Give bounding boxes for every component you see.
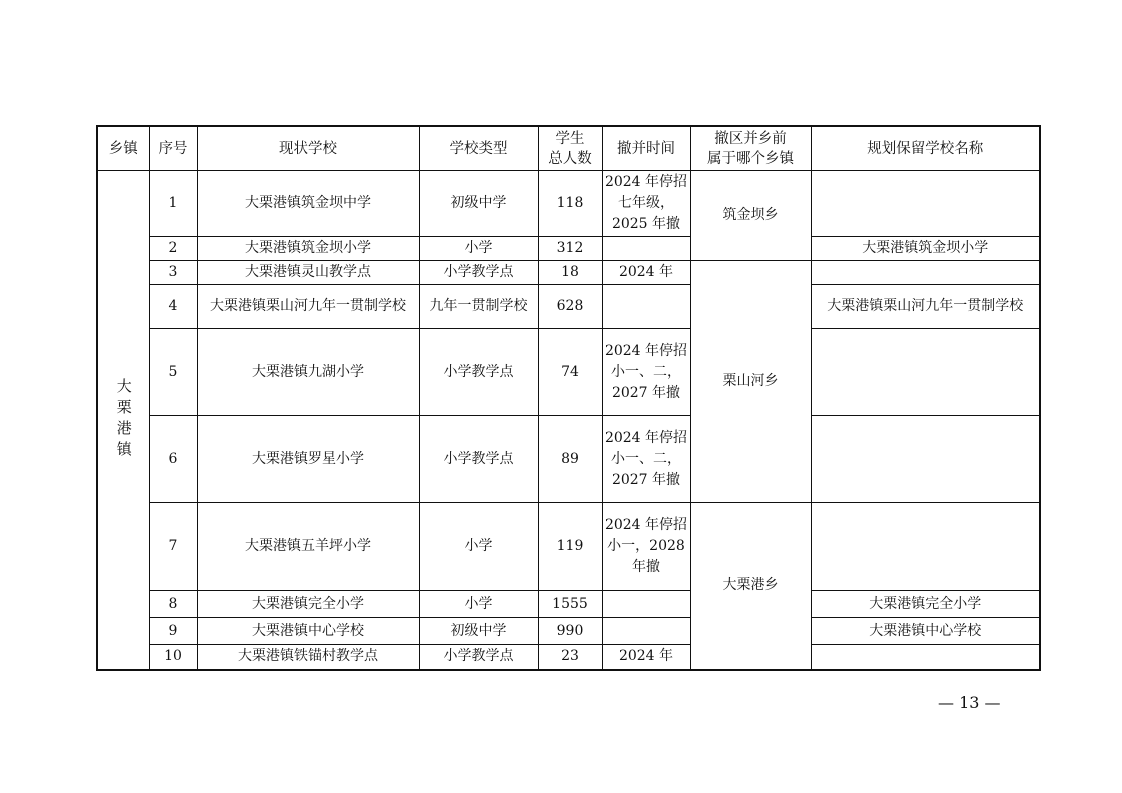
students-cell: 312 xyxy=(538,237,602,261)
merge-time-cell: 2024 年停招小一、二，2027 年撤 xyxy=(602,329,690,416)
retained-school-cell: 大栗港镇中心学校 xyxy=(811,618,1040,645)
seq-no-cell: 10 xyxy=(149,645,197,670)
students-cell: 119 xyxy=(538,503,602,591)
seq-no-cell: 5 xyxy=(149,329,197,416)
school-merger-table xyxy=(96,125,1041,671)
students-cell: 118 xyxy=(538,171,602,237)
retained-school-cell xyxy=(811,416,1040,503)
merge-time-cell: 2024 年 xyxy=(602,261,690,285)
retained-school-cell xyxy=(811,503,1040,591)
retained-school-cell xyxy=(811,261,1040,285)
former-township-cell: 栗山河乡 xyxy=(690,261,811,503)
table-row xyxy=(97,171,1040,237)
school-type-cell: 小学教学点 xyxy=(419,261,538,285)
school-type-cell: 小学教学点 xyxy=(419,329,538,416)
header-row xyxy=(97,126,1040,171)
header-merge-time: 撤并时间 xyxy=(602,126,690,171)
students-cell: 18 xyxy=(538,261,602,285)
township-cell xyxy=(97,171,149,670)
school-type-cell: 小学 xyxy=(419,503,538,591)
merge-time-cell xyxy=(602,237,690,261)
school-name-cell: 大栗港镇中心学校 xyxy=(197,618,419,645)
table-row xyxy=(97,329,1040,416)
table-row xyxy=(97,261,1040,285)
school-name-cell: 大栗港镇五羊坪小学 xyxy=(197,503,419,591)
school-type-cell: 小学教学点 xyxy=(419,645,538,670)
table-row xyxy=(97,285,1040,329)
table-row xyxy=(97,416,1040,503)
merge-time-cell xyxy=(602,618,690,645)
retained-school-cell: 大栗港镇筑金坝小学 xyxy=(811,237,1040,261)
merge-time-cell: 2024 年停招小一、二，2027 年撤 xyxy=(602,416,690,503)
school-name-cell: 大栗港镇筑金坝小学 xyxy=(197,237,419,261)
students-cell: 1555 xyxy=(538,591,602,618)
table-row xyxy=(97,645,1040,670)
school-type-cell: 初级中学 xyxy=(419,171,538,237)
students-cell: 628 xyxy=(538,285,602,329)
merge-time-cell: 2024 年 xyxy=(602,645,690,670)
school-name-cell: 大栗港镇罗星小学 xyxy=(197,416,419,503)
table-row xyxy=(97,503,1040,591)
school-type-cell: 小学 xyxy=(419,237,538,261)
school-name-cell: 大栗港镇灵山教学点 xyxy=(197,261,419,285)
seq-no-cell: 1 xyxy=(149,171,197,237)
header-current-school: 现状学校 xyxy=(197,126,419,171)
table-row xyxy=(97,237,1040,261)
page-number: — 13 — xyxy=(938,693,1001,712)
header-retained-school: 规划保留学校名称 xyxy=(811,126,1040,171)
header-seq-no: 序号 xyxy=(149,126,197,171)
table-row xyxy=(97,618,1040,645)
merge-time-cell xyxy=(602,591,690,618)
merge-time-cell: 2024 年停招七年级，2025 年撤 xyxy=(602,171,690,237)
seq-no-cell: 4 xyxy=(149,285,197,329)
school-name-cell: 大栗港镇栗山河九年一贯制学校 xyxy=(197,285,419,329)
header-total-students: 学生 总人数 xyxy=(538,126,602,171)
former-township-cell: 筑金坝乡 xyxy=(690,171,811,261)
table-row xyxy=(97,591,1040,618)
school-name-cell: 大栗港镇铁锚村教学点 xyxy=(197,645,419,670)
seq-no-cell: 2 xyxy=(149,237,197,261)
retained-school-cell: 大栗港镇栗山河九年一贯制学校 xyxy=(811,285,1040,329)
header-school-type: 学校类型 xyxy=(419,126,538,171)
retained-school-cell xyxy=(811,171,1040,237)
retained-school-cell xyxy=(811,645,1040,670)
school-name-cell: 大栗港镇完全小学 xyxy=(197,591,419,618)
school-name-cell: 大栗港镇筑金坝中学 xyxy=(197,171,419,237)
school-type-cell: 九年一贯制学校 xyxy=(419,285,538,329)
school-type-cell: 小学教学点 xyxy=(419,416,538,503)
seq-no-cell: 3 xyxy=(149,261,197,285)
school-type-cell: 小学 xyxy=(419,591,538,618)
students-cell: 89 xyxy=(538,416,602,503)
students-cell: 990 xyxy=(538,618,602,645)
header-township: 乡镇 xyxy=(97,126,149,171)
seq-no-cell: 7 xyxy=(149,503,197,591)
school-name-cell: 大栗港镇九湖小学 xyxy=(197,329,419,416)
merge-time-cell xyxy=(602,285,690,329)
retained-school-cell xyxy=(811,329,1040,416)
township-name: 大栗港镇 xyxy=(114,377,133,462)
merge-time-cell: 2024 年停招小一，2028 年撤 xyxy=(602,503,690,591)
school-type-cell: 初级中学 xyxy=(419,618,538,645)
former-township-cell: 大栗港乡 xyxy=(690,503,811,670)
seq-no-cell: 6 xyxy=(149,416,197,503)
students-cell: 74 xyxy=(538,329,602,416)
header-former-township: 撤区并乡前 属于哪个乡镇 xyxy=(690,126,811,171)
seq-no-cell: 9 xyxy=(149,618,197,645)
retained-school-cell: 大栗港镇完全小学 xyxy=(811,591,1040,618)
students-cell: 23 xyxy=(538,645,602,670)
seq-no-cell: 8 xyxy=(149,591,197,618)
